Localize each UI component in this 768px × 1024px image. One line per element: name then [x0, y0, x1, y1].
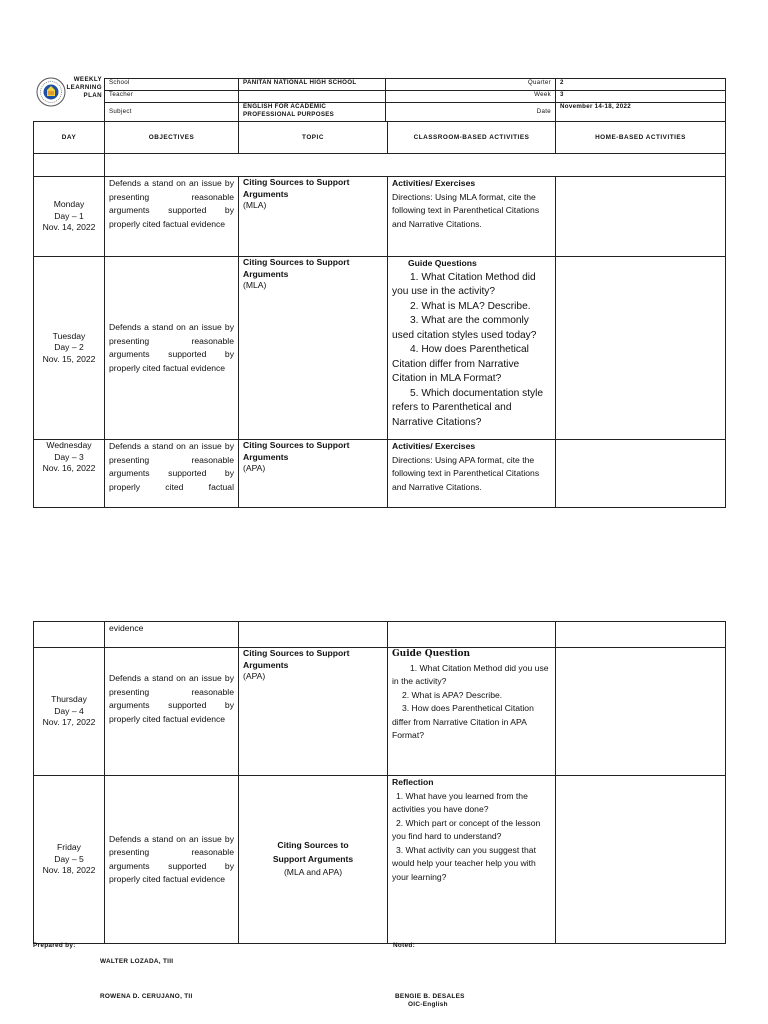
table-row-tuesday — [34, 257, 726, 440]
column-header-home: HOME-BASED ACTIVITIES — [556, 122, 726, 154]
table-row-wednesday — [34, 440, 726, 508]
objective-cell-monday: Defends a stand on an issue by presenting reasonable arguments supported by properly cited factual evidence — [105, 177, 239, 257]
objective-cell-tuesday: Defends a stand on an issue by presenting reasonable arguments supported by properly cited factual evidence — [105, 257, 239, 440]
column-header-classroom: CLASSROOM-BASED ACTIVITIES — [388, 122, 556, 154]
objective-cell-thursday: Defends a stand on an issue by presenting reasonable arguments supported by properly cited factual evidence — [105, 648, 239, 776]
school-value: PANITAN NATIONAL HIGH SCHOOL — [239, 79, 386, 91]
topic-cell-monday: Citing Sources to Support Arguments (MLA) — [239, 177, 388, 257]
plan-table-page2 — [33, 621, 726, 944]
topic-cell-friday: Citing Sources to Support Arguments (MLA and APA) — [239, 776, 388, 944]
school-label: School — [105, 79, 239, 91]
topic-cell-thursday: Citing Sources to Support Arguments (APA) — [239, 648, 388, 776]
activity-cell-thursday: Guide Question 1. What Citation Method did you use in the activity? 2. What is APA? Describe. 3. How does Parenthetical Citation differ from Narrative Citation in APA Format? — [388, 648, 556, 776]
table-row-continuation — [34, 622, 726, 648]
table-row-thursday — [34, 648, 726, 776]
activity-cell-monday: Activities/ Exercises Directions: Using MLA format, cite the following text in Parenthetical Citations and Narrative Citations. — [388, 177, 556, 257]
day-cell-thursday: Thursday Day – 4 Nov. 17, 2022 — [34, 648, 105, 776]
plan-table-page1 — [33, 121, 726, 508]
objective-continuation: evidence — [105, 622, 239, 648]
week-value: 3 — [556, 91, 726, 103]
continuation-home-cell — [556, 622, 726, 648]
quarter-label: Quarter — [386, 79, 556, 91]
header-info-table — [104, 78, 726, 122]
topic-cell-wednesday: Citing Sources to Support Arguments (APA) — [239, 440, 388, 508]
blank-row — [105, 154, 726, 177]
subject-label: Subject — [105, 103, 239, 122]
home-cell-monday — [556, 177, 726, 257]
day-cell-tuesday: Tuesday Day – 2 Nov. 15, 2022 — [34, 257, 105, 440]
column-header-day: DAY — [34, 122, 105, 154]
home-cell-tuesday — [556, 257, 726, 440]
day-cell-monday: Monday Day – 1 Nov. 14, 2022 — [34, 177, 105, 257]
home-cell-wednesday — [556, 440, 726, 508]
continuation-day-cell — [34, 622, 105, 648]
signatory-name-3: BENGIE B. DESALES — [395, 993, 465, 1000]
table-row-monday — [34, 177, 726, 257]
date-value: November 14-18, 2022 — [556, 103, 726, 122]
column-header-objectives: OBJECTIVES — [105, 122, 239, 154]
column-header-topic: TOPIC — [239, 122, 388, 154]
deped-seal-logo — [36, 77, 66, 107]
subject-value: ENGLISH FOR ACADEMIC PROFESSIONAL PURPOSES — [239, 103, 386, 122]
signatory-name-2: ROWENA D. CERUJANO, TII — [100, 993, 193, 1000]
signatory-title-3: OIC-English — [408, 1001, 448, 1008]
continuation-topic-cell — [239, 622, 388, 648]
day-cell-wednesday: Wednesday Day – 3 Nov. 16, 2022 — [34, 440, 105, 508]
objective-cell-friday: Defends a stand on an issue by presenting reasonable arguments supported by properly cited factual evidence — [105, 776, 239, 944]
table-row-friday — [34, 776, 726, 944]
teacher-value — [239, 91, 386, 103]
prepared-by-label: Prepared by: — [33, 942, 76, 949]
week-label: Week — [386, 91, 556, 103]
activity-cell-friday: Reflection 1. What have you learned from the activities you have done? 2. Which part or concept of the lesson you find hard to understand? 3. What activity can you suggest that would help your teacher help you with your learning? — [388, 776, 556, 944]
objective-cell-wednesday: Defends a stand on an issue by presenting reasonable arguments supported by properly cited factual — [105, 440, 239, 508]
continuation-activity-cell — [388, 622, 556, 648]
noted-label: Noted: — [393, 942, 416, 949]
weekly-learning-plan-label: WEEKLY LEARNING PLAN — [66, 76, 102, 99]
signatory-name-1: WALTER LOZADA, TIII — [100, 958, 174, 965]
quarter-value: 2 — [556, 79, 726, 91]
day-cell-friday: Friday Day – 5 Nov. 18, 2022 — [34, 776, 105, 944]
topic-cell-tuesday: Citing Sources to Support Arguments (MLA) — [239, 257, 388, 440]
home-cell-friday — [556, 776, 726, 944]
home-cell-thursday — [556, 648, 726, 776]
activity-cell-tuesday: Guide Questions 1. What Citation Method did you use in the activity? 2. What is MLA? Describe. 3. What are the commonly used citation styles used today? 4. How does Parenthetical Citation differ from Narrative Citation in MLA Format? 5. Which documentation style refers to Parenthetical and Narrative Citations? — [388, 257, 556, 440]
teacher-label: Teacher — [105, 91, 239, 103]
blank-cell — [34, 154, 105, 177]
activity-cell-wednesday: Activities/ Exercises Directions: Using APA format, cite the following text in Parenthetical Citations and Narrative Citations. — [388, 440, 556, 508]
date-label: Date — [386, 103, 556, 122]
